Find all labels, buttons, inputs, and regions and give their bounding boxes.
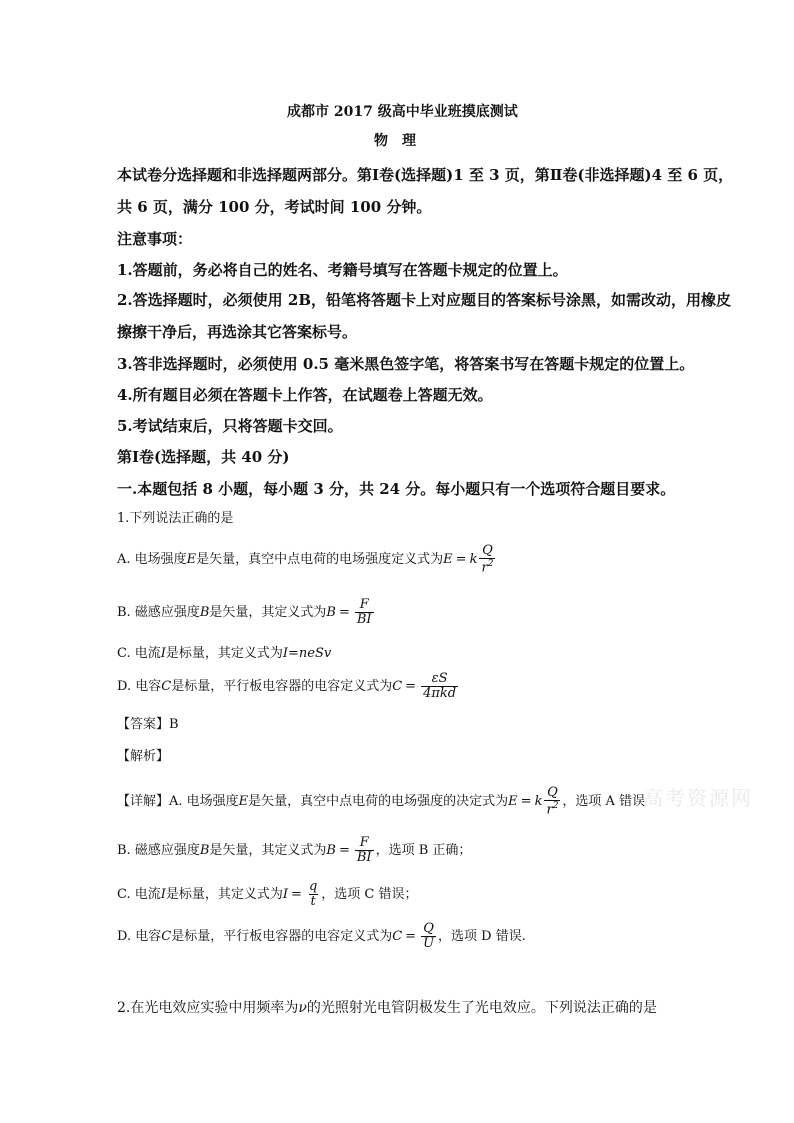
answer-label: 【答案】B [117, 717, 179, 732]
detail-c-prefix: C. 电流 [117, 887, 161, 903]
option-d-denominator: 4πkd [423, 686, 457, 702]
detail-a-den-base: r [546, 802, 553, 818]
option-a-text: 是矢量，真空中点电荷的电场强度定义式为 [196, 552, 444, 568]
detail-a-formula-lhs: E [508, 794, 518, 810]
subject-title: 物理 [374, 133, 430, 149]
detail-b-denominator: BI [356, 850, 372, 866]
note-item-2-line-1: 2.答选择题时，必须使用 2B，铅笔将答题卡上对应题目的答案标号涂黑，如需改动，用橡皮 [117, 291, 732, 309]
detail-d-denominator: U [423, 936, 435, 952]
option-b-formula-lhs: B [326, 605, 336, 621]
option-b-var: B [199, 605, 210, 621]
detail-c-numerator: q [308, 879, 318, 894]
option-d-text: 是标量，平行板电容器的电容定义式为 [171, 679, 393, 695]
note-item-2-line-2: 擦擦干净后，再选涂其它答案标号。 [117, 323, 358, 341]
section-heading: 第Ⅰ卷(选择题，共 40 分) [117, 448, 290, 466]
option-c-formula: I=neSv [282, 646, 332, 661]
detail-b-suffix: ，选项 B 正确； [375, 843, 472, 859]
question-2-stem-part-1: 2.在光电效应实验中用频率为 [117, 1000, 299, 1016]
option-d-fraction [421, 672, 458, 702]
detail-d-suffix: ，选项 D 错误. [438, 929, 526, 945]
note-item-1: 1.答题前，务必将自己的姓名、考籍号填写在答题卡规定的位置上。 [117, 261, 568, 279]
option-a-den-exp: 2 [487, 559, 494, 570]
option-a-var: E [186, 552, 197, 568]
option-b-numerator: F [359, 597, 369, 612]
page-title: 成都市 2017 级高中毕业班摸底测试 [287, 104, 518, 120]
q1-option-c [117, 646, 331, 662]
detail-d-fraction [421, 922, 436, 952]
detail-b-fraction [355, 836, 374, 866]
detail-a-formula-k: k [534, 794, 543, 810]
detail-d: D. 电容 C 是标量，平行板电容器的电容定义式为 C = $\frac{Q}{U}$ ，选项 D 错误. [117, 921, 526, 952]
notes-heading: 注意事项： [117, 230, 193, 248]
detail-c-denominator: t [310, 894, 316, 910]
detail-d-numerator: Q [423, 921, 434, 936]
option-b-fraction [355, 598, 374, 628]
option-b-denominator: BI [356, 612, 372, 628]
note-item-5: 5.考试结束后，只将答题卡交回。 [117, 417, 343, 435]
option-a-formula-lhs: E [443, 552, 453, 568]
option-c-var: I [160, 646, 166, 661]
detail-d-prefix: D. 电容 [117, 929, 162, 945]
note-item-4: 4.所有题目必须在答题卡上作答，在试题卷上答题无效。 [117, 386, 493, 404]
detail-a-numerator: Q [547, 785, 558, 800]
analysis-label: 【解析】 [117, 749, 170, 764]
question-1-stem: 1.下列说法正确的是 [117, 511, 234, 526]
note-item-3: 3.答非选择题时，必须使用 0.5 毫米黑色签字笔，将答案书写在答题卡规定的位置上。 [117, 355, 695, 373]
detail-a-suffix: ，选项 A 错误 [562, 794, 646, 810]
detail-a-fraction [544, 786, 560, 819]
option-a-fraction [479, 544, 495, 577]
detail-c-text: 是标量，其定义式为 [165, 887, 283, 903]
watermark: 高考资源网 [643, 786, 753, 810]
q1-option-b: B. 磁感应强度 B 是矢量，其定义式为 B = $\frac{F}{BI}$ [117, 597, 372, 628]
detail-c-var: I [160, 887, 166, 903]
detail-a-var: E [238, 794, 249, 810]
detail-b-prefix: B. 磁感应强度 [117, 843, 200, 859]
detail-b-formula-lhs: B [326, 843, 336, 859]
detail-a: 【详解】A. 电场强度 E 是矢量，真空中点电荷的电场强度的决定式为 E = k $\frac{Q}{r^2}$ ，选项 A 错误 [117, 785, 646, 818]
option-c-prefix: C. 电流 [117, 646, 161, 661]
detail-a-text: 是矢量，真空中点电荷的电场强度的决定式为 [248, 794, 509, 810]
option-d-formula-lhs: C [392, 679, 403, 695]
option-d-prefix: D. 电容 [117, 679, 162, 695]
detail-c: C. 电流 I 是标量，其定义式为 I = $\frac{q}{t}$ ，选项 C 错误； [117, 879, 418, 910]
option-a-formula-k: k [469, 552, 478, 568]
option-d-var: C [161, 679, 172, 695]
detail-b-var: B [199, 843, 210, 859]
option-b-prefix: B. 磁感应强度 [117, 605, 200, 621]
option-c-text: 是标量，其定义式为 [165, 646, 283, 661]
part-heading: 一.本题包括 8 小题，每小题 3 分，共 24 分。每小题只有一个选项符合题目要求。 [117, 480, 676, 498]
detail-b-text: 是矢量，其定义式为 [209, 843, 327, 859]
detail-c-suffix: ，选项 C 错误； [321, 887, 418, 903]
question-2-stem-part-2: 的光照射光电管阴极发生了光电效应。下列说法正确的是 [306, 1000, 657, 1016]
detail-a-denominator [544, 800, 560, 818]
option-d-numerator: εS [431, 671, 448, 686]
intro-line-2: 共 6 页，满分 100 分，考试时间 100 分钟。 [117, 198, 432, 216]
option-b-text: 是矢量，其定义式为 [209, 605, 327, 621]
q1-option-a: A. 电场强度 E 是矢量，真空中点电荷的电场强度定义式为 E = k $\frac{Q}{r^2}$ [117, 543, 494, 576]
detail-c-fraction [307, 880, 319, 910]
question-2-nu: ν [298, 1000, 307, 1016]
detail-d-var: C [161, 929, 172, 945]
detail-b: B. 磁感应强度 B 是矢量，其定义式为 B = $\frac{F}{BI}$ ，选项 B 正确； [117, 835, 472, 866]
detail-a-den-exp: 2 [552, 801, 559, 812]
option-a-prefix: A. 电场强度 [117, 552, 187, 568]
option-a-den-base: r [481, 560, 488, 576]
detail-b-numerator: F [359, 835, 369, 850]
question-2-stem [117, 1000, 657, 1017]
option-a-numerator: Q [482, 543, 493, 558]
intro-line-1: 本试卷分选择题和非选择题两部分。第Ⅰ卷(选择题)1 至 3 页，第Ⅱ卷(非选择题)4 至 6 页， [117, 166, 734, 184]
option-a-denominator [479, 558, 495, 576]
q1-option-d: D. 电容 C 是标量，平行板电容器的电容定义式为 C = $\frac{\varepsilon S}{\text{4πkd}}$ [117, 671, 457, 702]
detail-d-text: 是标量，平行板电容器的电容定义式为 [171, 929, 393, 945]
detail-a-prefix: 【详解】A. 电场强度 [117, 794, 239, 810]
detail-d-formula-lhs: C [392, 929, 403, 945]
detail-c-formula-lhs: I [282, 887, 289, 903]
